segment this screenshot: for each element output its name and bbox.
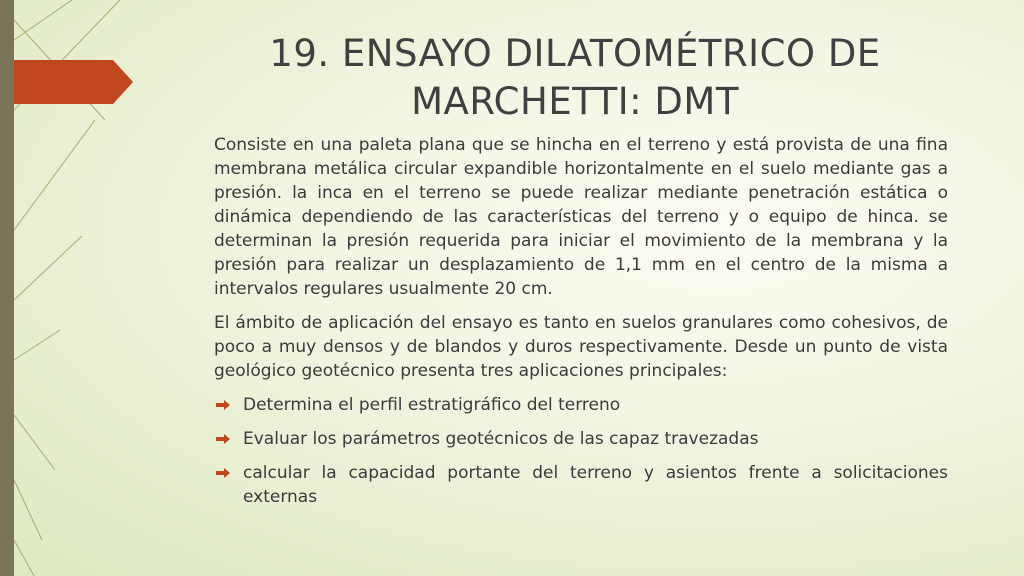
arrow-right-icon [216, 468, 230, 478]
list-item [214, 461, 948, 509]
accent-arrow-shape [14, 60, 133, 104]
arrow-right-icon [216, 400, 230, 410]
slide-body [214, 133, 948, 519]
decorative-lines [0, 0, 140, 576]
list-item-text: Evaluar los parámetros geotécnicos de las capaz travezadas [243, 429, 759, 449]
arrow-right-icon [216, 434, 230, 444]
applications-list [214, 393, 948, 509]
list-item-text: Determina el perfil estratigráfico del terreno [243, 395, 621, 415]
list-item [214, 427, 948, 451]
list-item-text: calcular la capacidad portante del terreno y asientos frente a solicitaciones externas [243, 463, 948, 507]
list-item [214, 393, 948, 417]
scope-paragraph: El ámbito de aplicación del ensayo es tanto en suelos granulares como cohesivos, de poco a muy densos y de blandos y duros respectivamente. Desde un punto de vista geológico geotécnico presenta tres aplicaciones principales: [214, 313, 948, 381]
slide-title: 19. ENSAYO DILATOMÉTRICO DE MARCHETTI: DMT [269, 32, 881, 123]
description-paragraph: Consiste en una paleta plana que se hincha en el terreno y está provista de una fina membrana metálica circular expandible horizontalmente en el suelo mediante gas a presión. la inca en el terreno se puede realizar mediante penetración estática o dinámica dependiendo de las características del terreno y o equipo de hinca. se determinan la presión requerida para iniciar el movimiento de la membrana y la presión para realizar un desplazamiento de 1,1 mm en el centro de la misma a intervalos regulares usualmente 20 cm. [214, 135, 948, 299]
